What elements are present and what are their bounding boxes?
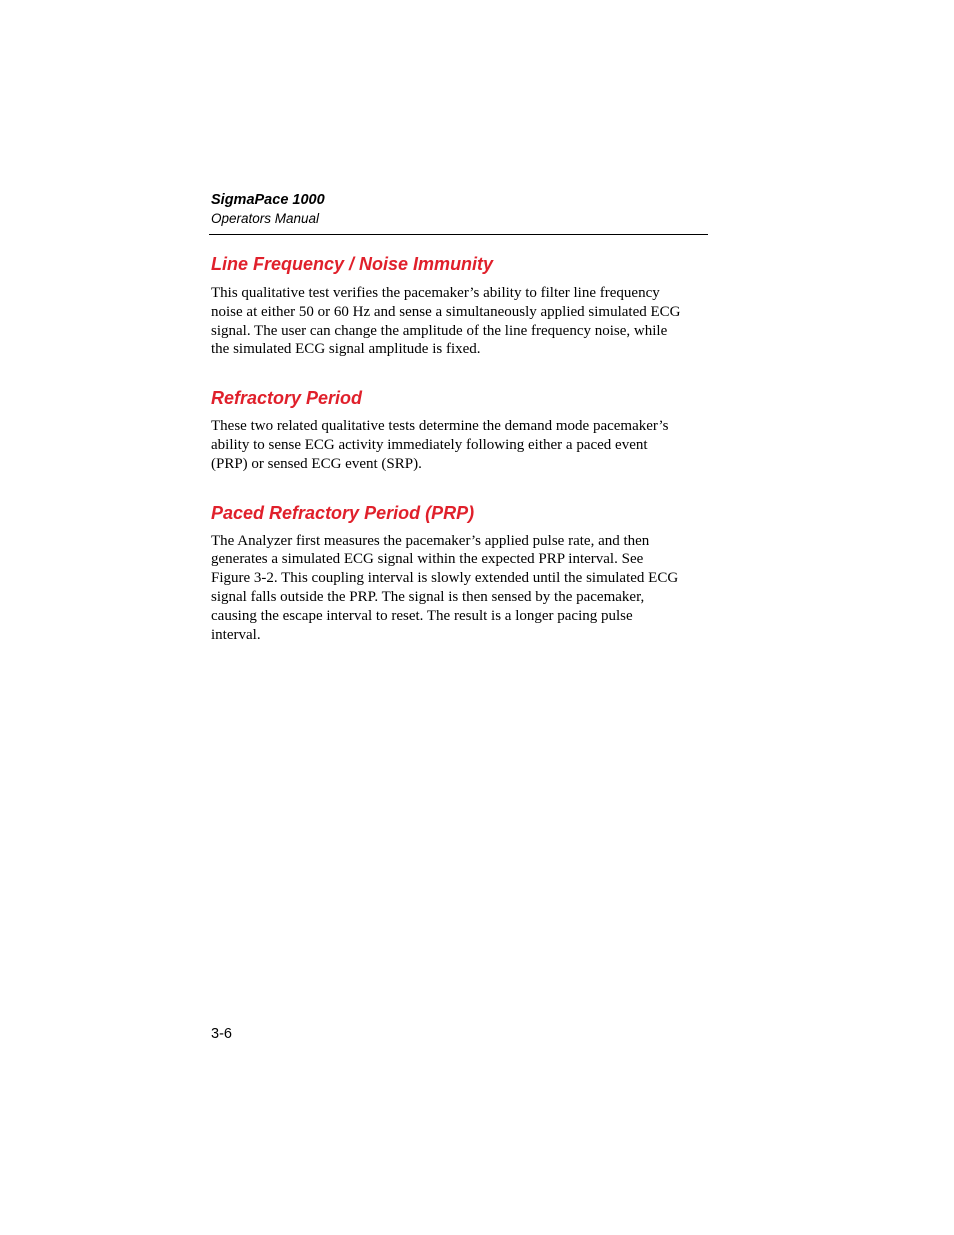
running-header — [211, 191, 708, 228]
section-paragraph-refractory-period — [211, 417, 707, 473]
section-heading-line-frequency: Line Frequency / Noise Immunity — [211, 254, 494, 274]
section-paragraph-paced-refractory-period — [211, 532, 707, 645]
product-title: SigmaPace 1000 — [211, 192, 325, 208]
paragraph-line: The Analyzer first measures the pacemaker’s applied pulse rate, and then — [211, 532, 650, 549]
paragraph-line: interval. — [211, 626, 261, 643]
page-number: 3-6 — [211, 1026, 232, 1042]
manual-subtitle: Operators Manual — [211, 211, 320, 226]
page-content — [211, 252, 707, 644]
section-heading-refractory-period: Refractory Period — [211, 388, 363, 409]
paragraph-line: signal. The user can change the amplitude of the line frequency noise, while — [211, 322, 668, 339]
section-heading-paced-refractory-period: Paced Refractory Period (PRP) — [211, 502, 475, 523]
paragraph-line: generates a simulated ECG signal within the expected PRP interval. See — [211, 551, 644, 568]
paragraph-line: Figure 3-2. This coupling interval is slowly extended until the simulated ECG — [211, 570, 679, 587]
paragraph-line: the simulated ECG signal amplitude is fixed. — [211, 341, 481, 358]
paragraph-line: (PRP) or sensed ECG event (SRP). — [211, 455, 422, 472]
section-paragraph-line-frequency — [211, 284, 707, 359]
paragraph-line: noise at either 50 or 60 Hz and sense a simultaneously applied simulated ECG — [211, 303, 681, 320]
paragraph-line: causing the escape interval to reset. The result is a longer pacing pulse — [211, 607, 633, 624]
paragraph-line: These two related qualitative tests determine the demand mode pacemaker’s — [211, 418, 669, 435]
paragraph-line: This qualitative test verifies the pacemaker’s ability to filter line frequency — [211, 285, 660, 301]
paragraph-line: signal falls outside the PRP. The signal is then sensed by the pacemaker, — [211, 588, 645, 605]
paragraph-line: ability to sense ECG activity immediately following either a paced event — [211, 436, 648, 453]
header-divider — [209, 234, 708, 235]
